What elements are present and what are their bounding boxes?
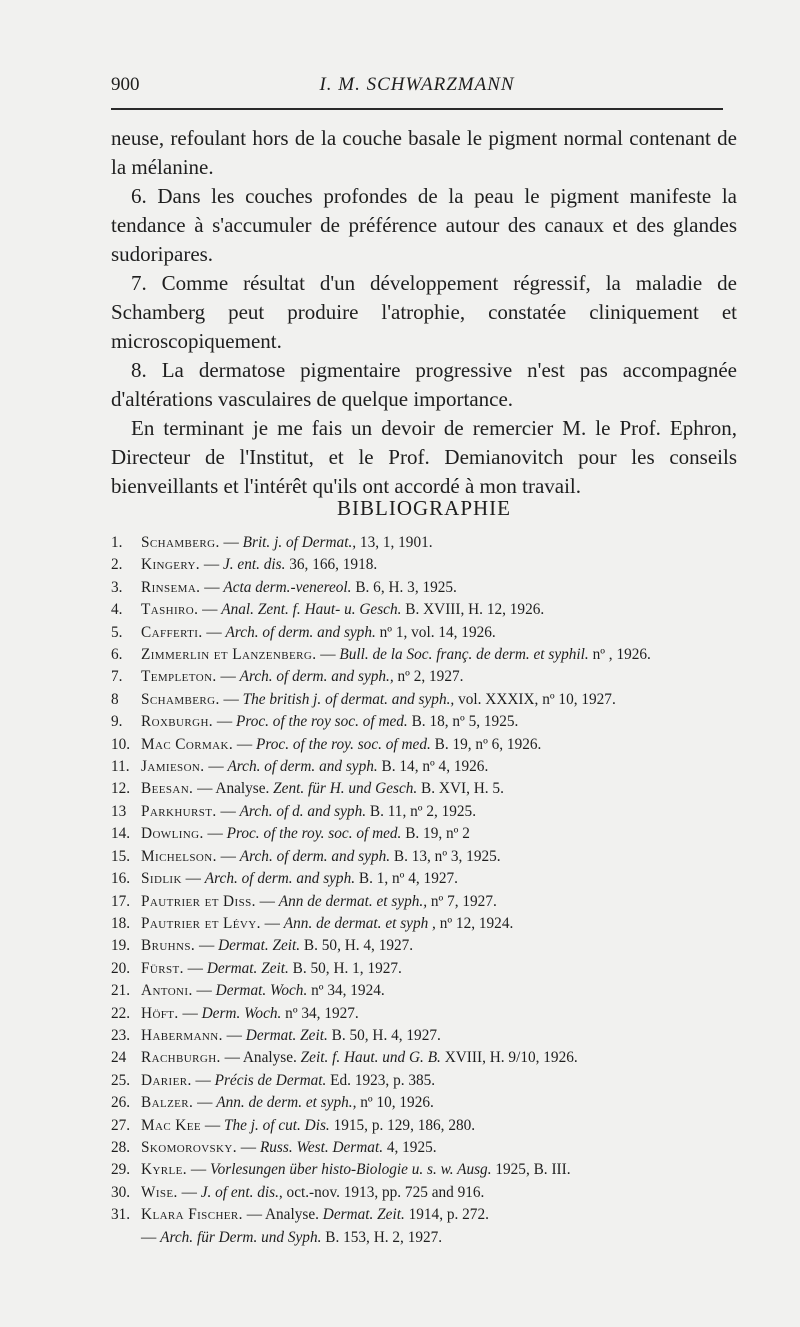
reference-separator: —: [187, 1161, 210, 1179]
reference-details: Analyse.: [215, 780, 274, 798]
reference-title: Proc. of the roy soc. of med.: [235, 713, 408, 731]
reference-item: [111, 1182, 737, 1204]
paragraph-acknowledgement: En terminant je me fais un devoir de remercier M. le Prof. Ephron, Directeur de l'Institut, et le Prof. Demianovitch pour les conseils bienveillants et l'intérêt qu'ils ont accordé à mon travail.: [111, 416, 737, 498]
reference-author: Rachburgh.: [141, 1049, 221, 1067]
reference-item: [111, 756, 737, 778]
reference-title: Dermat. Zeit.: [218, 937, 301, 955]
reference-number: 28.: [111, 1138, 131, 1156]
reference-details: B. XVIII, H. 12, 1926.: [401, 601, 545, 619]
reference-number: 30.: [111, 1183, 131, 1201]
reference-item: [111, 1227, 737, 1249]
reference-details: 1925, B. III.: [491, 1161, 571, 1179]
reference-number: 16.: [111, 870, 131, 888]
reference-details: B. 13, nº 3, 1925.: [390, 847, 501, 865]
reference-separator: —: [191, 1071, 215, 1089]
reference-separator: —: [201, 1116, 224, 1134]
reference-author: Dowling.: [141, 825, 204, 843]
reference-separator: —: [236, 1138, 260, 1156]
bibliography-title: BIBLIOGRAPHIE: [337, 496, 511, 520]
reference-details: nº 34, 1924.: [307, 982, 385, 1000]
reference-author: Cafferti.: [141, 623, 203, 641]
reference-details: B. 1, nº 4, 1927.: [355, 870, 458, 888]
reference-author: Fürst.: [141, 959, 184, 977]
reference-number: 4.: [111, 601, 123, 619]
reference-number: 22.: [111, 1004, 131, 1022]
reference-details: 1915, p. 129, 186, 280.: [329, 1116, 476, 1134]
reference-author: Parkhurst.: [141, 802, 217, 820]
reference-item: [111, 1070, 737, 1092]
reference-title: Zeit. f. Haut. und G. B.: [300, 1049, 441, 1067]
reference-separator: —: [192, 982, 216, 1000]
reference-number: 14.: [111, 825, 131, 843]
reference-number: 27.: [111, 1116, 131, 1134]
reference-number: 29.: [111, 1161, 131, 1179]
reference-details: nº 10, 1926.: [356, 1094, 434, 1112]
reference-number: 20.: [111, 959, 131, 977]
reference-title: Vorlesungen über histo-Biologie u. s. w. Ausg.: [209, 1161, 492, 1179]
reference-title: Anal. Zent. f. Haut- u. Gesch.: [221, 601, 402, 619]
reference-separator: —: [202, 623, 226, 641]
reference-details: B. 19, nº 2: [401, 825, 470, 843]
reference-number: 19.: [111, 937, 131, 955]
reference-author: Tashiro.: [141, 601, 199, 619]
reference-title: Arch. of derm. and syph.,: [239, 668, 394, 686]
reference-item: [111, 868, 737, 890]
reference-author: Rinsema.: [141, 578, 201, 596]
reference-details: B. 14, nº 4, 1926.: [377, 758, 489, 776]
reference-item: [111, 1159, 737, 1181]
reference-title: Dermat. Zeit.: [322, 1206, 405, 1224]
reference-number: 10.: [111, 735, 131, 753]
reference-item: [111, 1092, 737, 1114]
reference-details: Analyse.: [264, 1206, 323, 1224]
reference-details: B. 50, H. 1, 1927.: [288, 959, 402, 977]
reference-details: XVIII, H. 9/10, 1926.: [440, 1049, 578, 1067]
reference-title: Proc. of the roy. soc. of med.: [226, 825, 402, 843]
reference-author: Antoni.: [141, 982, 193, 1000]
reference-details: B. XVI, H. 5.: [417, 780, 504, 798]
reference-separator: —: [233, 735, 257, 753]
reference-title: The british j. of dermat. and syph.,: [242, 690, 455, 708]
reference-number: 3.: [111, 578, 123, 596]
reference-separator: —: [220, 1049, 243, 1067]
reference-item: [111, 823, 737, 845]
reference-author: Habermann.: [141, 1026, 223, 1044]
reference-separator: —: [216, 668, 240, 686]
reference-number: 8: [111, 690, 119, 708]
reference-separator: —: [195, 937, 219, 955]
reference-title: Précis de Dermat.: [214, 1071, 327, 1089]
reference-item: [111, 980, 737, 1002]
reference-item: [111, 1047, 737, 1069]
reference-item: [111, 935, 737, 957]
reference-separator: —: [200, 556, 223, 574]
reference-item: [111, 778, 737, 800]
header-rule: [111, 108, 723, 110]
reference-number: 7.: [111, 668, 123, 686]
reference-details: 13, 1, 1901.: [356, 534, 433, 551]
reference-separator: —: [219, 690, 243, 708]
reference-separator: —: [219, 534, 243, 551]
reference-number: 11.: [111, 758, 130, 776]
reference-author: Jamieson.: [141, 758, 205, 776]
reference-details: nº 1, vol. 14, 1926.: [375, 623, 496, 641]
reference-item: [111, 666, 737, 688]
reference-item: [111, 891, 737, 913]
reference-title: Russ. West. Dermat.: [259, 1138, 384, 1156]
reference-item: [111, 1115, 737, 1137]
reference-details: B. 19, nº 6, 1926.: [430, 735, 542, 753]
reference-item: [111, 913, 737, 935]
reference-title: Arch. of derm. and syph.: [239, 847, 391, 865]
paragraph-conclusion-7: 7. Comme résultat d'un développement régressif, la maladie de Schamberg peut produire l'atrophie, constatée cliniquement et microscopiquement.: [111, 271, 737, 353]
reference-title: Arch. of derm. and syph.: [204, 870, 356, 888]
reference-item: [111, 644, 737, 666]
reference-item: [111, 1003, 737, 1025]
reference-title: Arch. für Derm. und Syph.: [160, 1228, 322, 1246]
reference-details: nº 7, 1927.: [427, 892, 497, 910]
reference-item: [111, 1137, 737, 1159]
reference-author: Kyrle.: [141, 1161, 187, 1179]
reference-number: 5.: [111, 623, 123, 641]
reference-author: Darier.: [141, 1071, 192, 1089]
reference-separator: —: [203, 825, 227, 843]
reference-author: Skomorovsky.: [141, 1138, 237, 1156]
reference-separator: —: [213, 713, 236, 731]
page-number: 900: [111, 74, 140, 95]
reference-number: 15.: [111, 847, 131, 865]
reference-title: J. ent. dis.: [222, 556, 286, 574]
reference-details: B. 153, H. 2, 1927.: [321, 1228, 443, 1246]
reference-author: Schamberg.: [141, 690, 220, 708]
reference-number: 13: [111, 802, 127, 820]
reference-separator: —: [178, 1004, 202, 1022]
reference-author: Kingery.: [141, 556, 201, 574]
reference-item: [111, 577, 737, 599]
reference-author: Michelson.: [141, 847, 217, 865]
reference-separator: —: [255, 892, 279, 910]
reference-author: Balzer.: [141, 1094, 194, 1112]
reference-details: B. 11, nº 2, 1925.: [366, 802, 477, 820]
running-title: I. M. SCHWARZMANN: [319, 74, 515, 95]
reference-title: Arch. of derm. and syph.: [227, 758, 378, 776]
reference-author: Sidlik: [141, 870, 182, 888]
reference-author: Schamberg.: [141, 534, 220, 551]
reference-author: Klara Fischer.: [141, 1206, 243, 1224]
page-header: [111, 70, 723, 100]
reference-details: B. 6, H. 3, 1925.: [351, 578, 457, 596]
reference-separator: —: [222, 1026, 246, 1044]
reference-separator: —: [183, 959, 207, 977]
reference-title: Proc. of the roy. soc. of med.: [256, 735, 431, 753]
reference-author: Beesan.: [141, 780, 194, 798]
reference-author: Pautrier et Diss.: [141, 892, 256, 910]
reference-author: Roxburgh.: [141, 713, 214, 731]
reference-item: [111, 711, 737, 733]
reference-number: 31.: [111, 1206, 131, 1224]
reference-title: Ann. de dermat. et syph ,: [283, 914, 436, 932]
reference-title: Bull. de la Soc. franç. de derm. et syphil.: [339, 646, 589, 664]
reference-title: J. of ent. dis.,: [200, 1183, 283, 1201]
reference-number: 9.: [111, 713, 123, 731]
reference-separator: —: [316, 646, 340, 664]
reference-title: Brit. j. of Dermat.,: [242, 534, 357, 551]
reference-details: vol. XXXIX, nº 10, 1927.: [454, 690, 616, 708]
reference-item: [111, 554, 737, 576]
paragraph-conclusion-6: 6. Dans les couches profondes de la peau le pigment manifeste la tendance à s'accumuler de préférence autour des canaux et des glandes sudoripares.: [111, 184, 737, 266]
reference-separator: —: [200, 578, 224, 596]
reference-number: 18.: [111, 914, 131, 932]
reference-title: Zent. für H. und Gesch.: [273, 780, 418, 798]
reference-author: Höft.: [141, 1004, 179, 1022]
reference-title: Dermat. Woch.: [215, 982, 308, 1000]
reference-number: 25.: [111, 1071, 131, 1089]
reference-details: nº 12, 1924.: [435, 914, 514, 932]
reference-separator: —: [242, 1206, 265, 1224]
reference-title: Ann. de derm. et syph.,: [216, 1094, 357, 1112]
reference-separator: —: [216, 802, 240, 820]
reference-title: Ann de dermat. et syph.,: [278, 892, 428, 910]
reference-separator: —: [216, 847, 240, 865]
reference-number: 26.: [111, 1094, 131, 1112]
reference-separator: —: [141, 1228, 161, 1246]
reference-item: [111, 622, 737, 644]
paragraph-conclusion-8: 8. La dermatose pigmentaire progressive n'est pas accompagnée d'altérations vasculaires de quelque importance.: [111, 358, 737, 411]
reference-title: Dermat. Zeit.: [206, 959, 289, 977]
reference-details: Analyse.: [242, 1049, 301, 1067]
reference-item: [111, 1204, 737, 1226]
reference-number: 21.: [111, 982, 131, 1000]
reference-details: oct.-nov. 1913, pp. 725 and 916.: [282, 1183, 485, 1201]
reference-details: nº , 1926.: [588, 646, 651, 664]
reference-item: [111, 734, 737, 756]
reference-title: Dermat. Zeit.: [245, 1026, 328, 1044]
reference-number: 12.: [111, 780, 131, 798]
reference-title: Arch. of d. and syph.: [239, 802, 367, 820]
reference-details: nº 2, 1927.: [393, 668, 464, 686]
paragraph-continuation: neuse, refoulant hors de la couche basale le pigment normal contenant de la mélanine.: [111, 126, 737, 179]
reference-separator: —: [193, 1094, 217, 1112]
reference-author: Mac Cormak.: [141, 735, 234, 753]
reference-separator: —: [260, 914, 284, 932]
reference-author: Mac Kee: [141, 1116, 201, 1134]
reference-separator: —: [193, 780, 216, 798]
reference-author: Templeton.: [141, 668, 217, 686]
reference-item: [111, 1025, 737, 1047]
reference-details: Ed. 1923, p. 385.: [326, 1071, 436, 1089]
reference-item: [111, 846, 737, 868]
reference-author: Bruhns.: [141, 937, 196, 955]
reference-separator: —: [198, 601, 222, 619]
reference-item: [111, 801, 737, 823]
reference-item: [111, 958, 737, 980]
reference-item: [111, 532, 737, 554]
reference-number: 6.: [111, 646, 123, 664]
reference-number: 23.: [111, 1026, 131, 1044]
reference-title: Acta derm.-venereol.: [223, 578, 352, 596]
reference-details: B. 50, H. 4, 1927.: [300, 937, 414, 955]
reference-details: nº 34, 1927.: [281, 1004, 359, 1022]
reference-number: 17.: [111, 892, 131, 910]
reference-details: B. 50, H. 4, 1927.: [327, 1026, 441, 1044]
reference-author: Wise.: [141, 1183, 178, 1201]
reference-details: 1914, p. 272.: [404, 1206, 489, 1224]
reference-separator: —: [177, 1183, 201, 1201]
bibliography-list: [111, 532, 737, 1249]
reference-author: Zimmerlin et Lanzenberg.: [141, 646, 317, 664]
reference-number: 24: [111, 1049, 127, 1067]
reference-details: 36, 166, 1918.: [285, 556, 378, 574]
reference-number: 2.: [111, 556, 123, 574]
body-text: [111, 124, 737, 501]
reference-number: 1.: [111, 534, 123, 551]
reference-separator: —: [181, 870, 205, 888]
reference-item: [111, 599, 737, 621]
reference-separator: —: [204, 758, 228, 776]
reference-title: Derm. Woch.: [201, 1004, 282, 1022]
reference-details: B. 18, nº 5, 1925.: [407, 713, 519, 731]
reference-author: Pautrier et Lévy.: [141, 914, 261, 932]
reference-title: Arch. of derm. and syph.: [225, 623, 376, 641]
reference-title: The j. of cut. Dis.: [223, 1116, 330, 1134]
reference-details: 4, 1925.: [383, 1138, 437, 1156]
reference-item: [111, 689, 737, 711]
